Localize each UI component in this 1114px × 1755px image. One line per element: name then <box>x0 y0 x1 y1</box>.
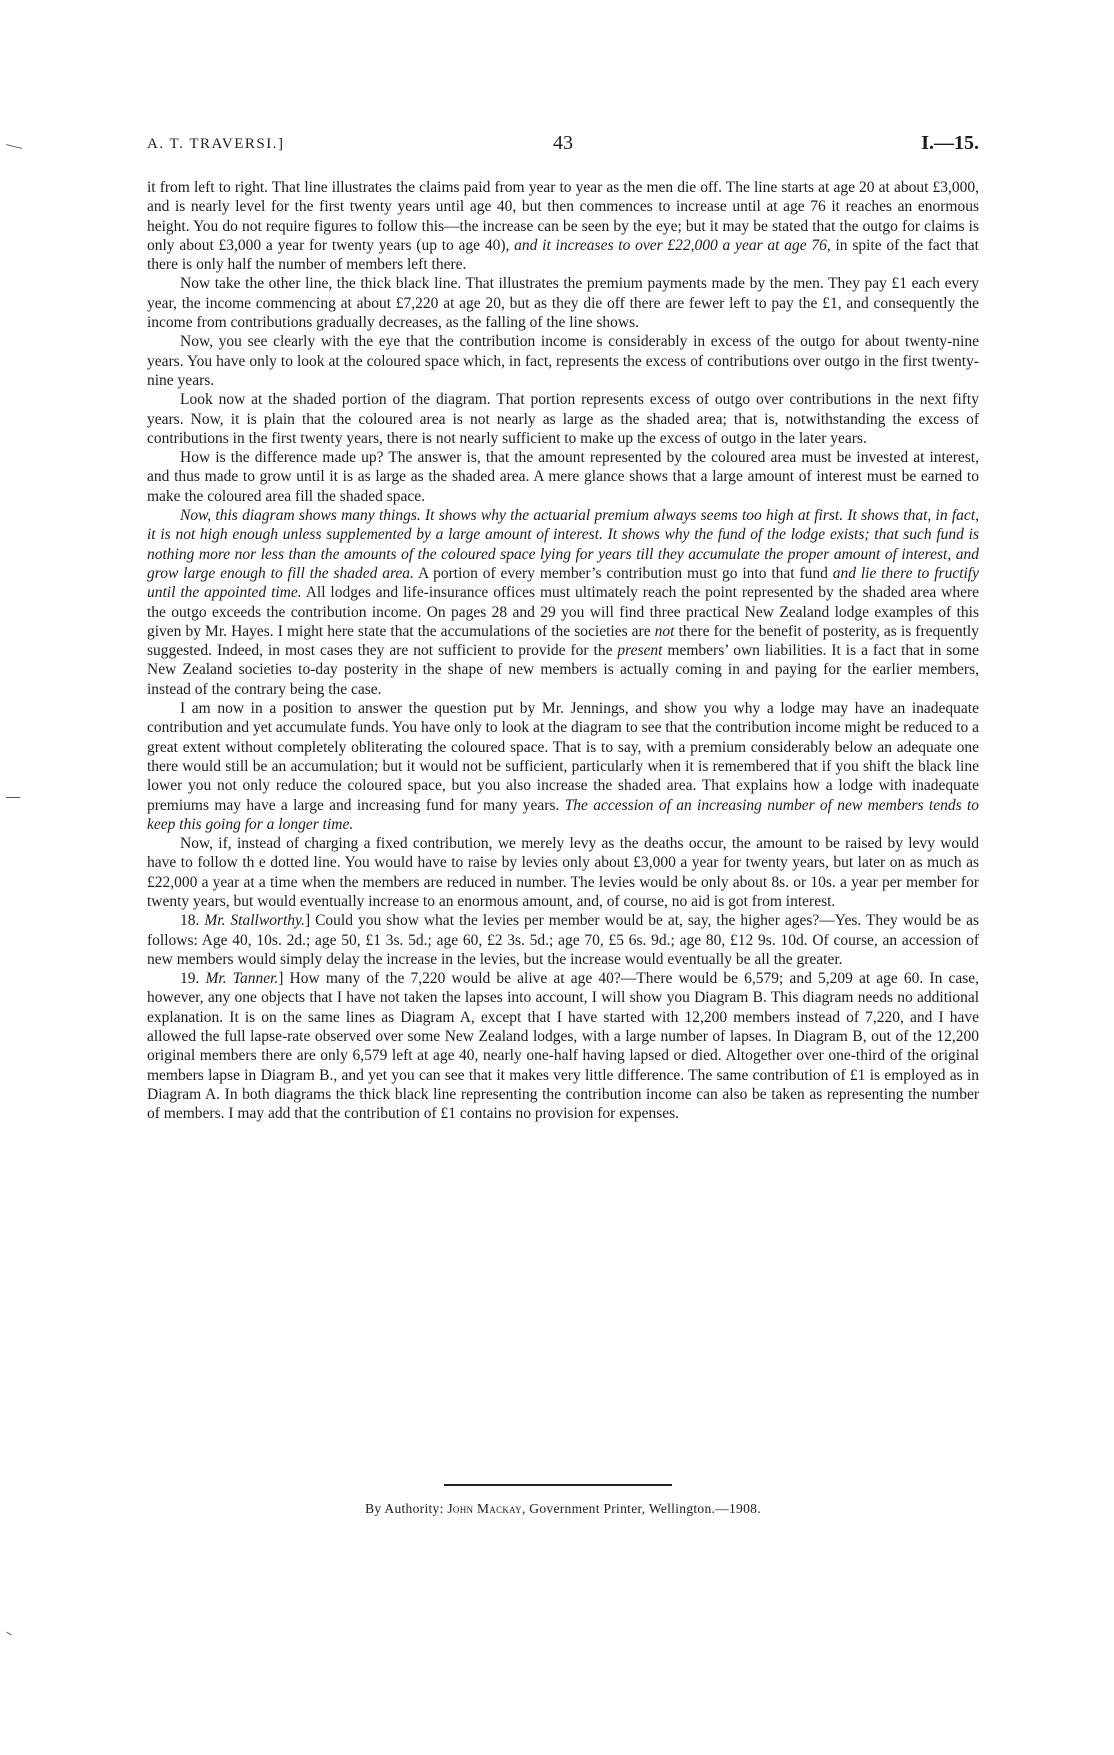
body-paragraph <box>147 911 979 969</box>
footer-rule <box>444 1484 672 1486</box>
body-paragraph <box>147 506 979 699</box>
text-run: How is the difference made up? The answer is, that the amount represented by the coloured area must be invested at interest, and thus made to grow until it is as large as the shaded area. A mere glance shows that a large amount of interest must be earned to make the coloured area fill the shaded space. <box>147 449 979 505</box>
italic-run: Now, this diagram shows many things. It shows why the actuarial premium always seems too high at first. It shows that, in fact, it is not high enough unless supplemented by a large amount of interest. It shows why the fund of the lodge exists; that such fund is nothing more nor less than the amounts of the coloured space lying for years till they accumulate the proper amount of interest, and grow large enough to fill the shaded area. <box>147 507 979 582</box>
body-paragraph <box>147 448 979 506</box>
italic-run: The accession of an increasing number of new members tends to keep this going for a longer time. <box>147 796 979 833</box>
imprint-footer <box>147 1501 979 1517</box>
italic-run: not <box>654 622 675 640</box>
scan-margin-mark <box>6 144 22 149</box>
scan-margin-mark <box>6 1632 12 1636</box>
italic-run: present <box>617 642 663 660</box>
text-run: ] Could you show what the levies per member would be at, say, the higher ages?—Yes. They would be as follows: Age 40, 10s. 2d.; age 50, £1 3s. 5d.; age 60, £2 3s. 5d.; age 70, £5 6s. 9d.; age 80, £12 9s. 10d. Of course, an accession of new members would simply delay the increase in the levies, but the increase would eventually be all the greater. <box>147 912 979 968</box>
imprint-suffix: , Government Printer, Wellington.—1908. <box>521 1501 761 1516</box>
body-paragraph <box>147 969 979 1123</box>
imprint-prefix: By Authority: <box>365 1501 448 1516</box>
body-paragraph <box>147 178 979 274</box>
text-run: All lodges and life-insurance offices must ultimately reach the point represented by the shaded area where the outgo exceeds the contribution income. On pages 28 and 29 you will find three practical New Zealand lodge examples of this given by Mr. Hayes. I might here state that the accumulations of the societies are <box>147 584 979 640</box>
text-run: it from left to right. That line illustrates the claims paid from year to year as the men die off. The line starts at age 20 at about £3,000, and is nearly level for the first twenty years until age 40, but then commences to increase until at age 76 it reaches an enormous height. You do not require figures to follow this—the increase can be seen by the eye; but it may be stated that the outgo for claims is only about £3,000 a year for twenty years (up to age 40), <box>147 179 979 254</box>
text-run: ] How many of the 7,220 would be alive at age 40?—There would be 6,579; and 5,209 at age 60. In case, however, any one objects that I have not taken the lapses into account, I will show you Diagram B. This diagram needs no additional explanation. It is on the same lines as Diagram A, except that I have started with 12,200 members instead of 7,220, and I have allowed the full lapse-rate observed over some New Zealand lodges, with a large number of lapses. In Diagram B, out of the 12,200 original members there are only 6,579 left at age 40, nearly one-half having lapsed or died. Altogether over one-third of the original members lapse in Diagram B., and yet you can see that it makes very little difference. The same contribution of £1 is employed as in Diagram A. In both diagrams the thick black line representing the contribution income can also be taken as representing the number of members. I may add that the contribution of £1 contains no provision for expenses. <box>147 970 979 1123</box>
page-header <box>147 132 979 158</box>
body-paragraph <box>147 274 979 332</box>
text-run: I am now in a position to answer the question put by Mr. Jennings, and show you why a lodge may have an inadequate contribution and yet accumulate funds. You have only to look at the diagram to see that the contribution income might be reduced to a great extent without completely obliterating the coloured space. That is to say, with a premium considerably below an adequate one there would still be an accumulation; but it would not be sufficient, particularly when it is remembered that if you shift the black line lower you not only reduce the coloured space, but you also increase the shaded area. That explains how a lodge with inadequate premiums may have a large and increasing fund for many years. <box>147 700 979 814</box>
text-run: Now, you see clearly with the eye that the contribution income is considerably in excess of the outgo for about twenty-nine years. You have only to look at the coloured space which, in fact, represents the excess of contributions over outgo in the first twenty-nine years. <box>147 333 979 389</box>
paper-reference: I.—15. <box>921 132 979 154</box>
page-number: 43 <box>553 132 573 154</box>
text-run: Now take the other line, the thick black line. That illustrates the premium payments made by the men. They pay £1 each every year, the income commencing at about £7,220 at age 20, but as they die off there are fewer left to pay the £1, and consequently the income from contributions gradually decreases, as the falling of the line shows. <box>147 275 979 332</box>
italic-run: Mr. Tanner. <box>205 970 279 988</box>
italic-run: and it increases to over £22,000 a year at age 76, <box>514 236 831 254</box>
text-run: in spite of the fact that there is only half the number of members left there. <box>147 236 979 274</box>
italic-run: and lie there to fructify until the appointed time. <box>147 564 979 602</box>
body-paragraph <box>147 332 979 390</box>
text-run: Look now at the shaded portion of the diagram. That portion represents excess of outgo over contributions in the next fifty years. Now, it is plain that the coloured area is not nearly as large as the shaded area; that is, notwithstanding the excess of contributions in the first twenty years, there is not nearly sufficient to make up the excess of outgo in the later years. <box>147 391 979 447</box>
italic-run: Mr. Stallworthy. <box>204 912 305 930</box>
text-run: Now, if, instead of charging a fixed contribution, we merely levy as the deaths occur, the amount to be raised by levy would have to follow th e dotted line. You would have to raise by levies only about £3,000 a year for twenty years, but later on as much as £22,000 a year at a time when the members are reduced in number. The levies would be only about 8s. or 10s. a year per member for twenty years, but would eventually increase to an enormous amount, and, of course, no aid is got from interest. <box>147 835 979 910</box>
text-run: 18. <box>180 912 205 930</box>
body-paragraph <box>147 699 979 834</box>
text-run: 19. <box>180 970 206 988</box>
evidence-body <box>147 178 979 1124</box>
scan-margin-mark <box>6 797 20 798</box>
text-run: members’ own liabilities. It is a fact that in some New Zealand societies to-day posterity in the shape of new members is actually coming in and paying for the earlier members, instead of the contrary being the case. <box>147 642 979 698</box>
text-run: A portion of every member’s contribution must go into that fund <box>413 564 833 582</box>
imprint-printer: John Mackay <box>447 1501 522 1516</box>
body-paragraph <box>147 834 979 911</box>
text-run: there for the benefit of posterity, as is frequently suggested. Indeed, in most cases they are not sufficient to provide for the <box>147 622 979 660</box>
body-paragraph <box>147 390 979 448</box>
header-witness-name: A. T. TRAVERSI.] <box>147 136 285 152</box>
